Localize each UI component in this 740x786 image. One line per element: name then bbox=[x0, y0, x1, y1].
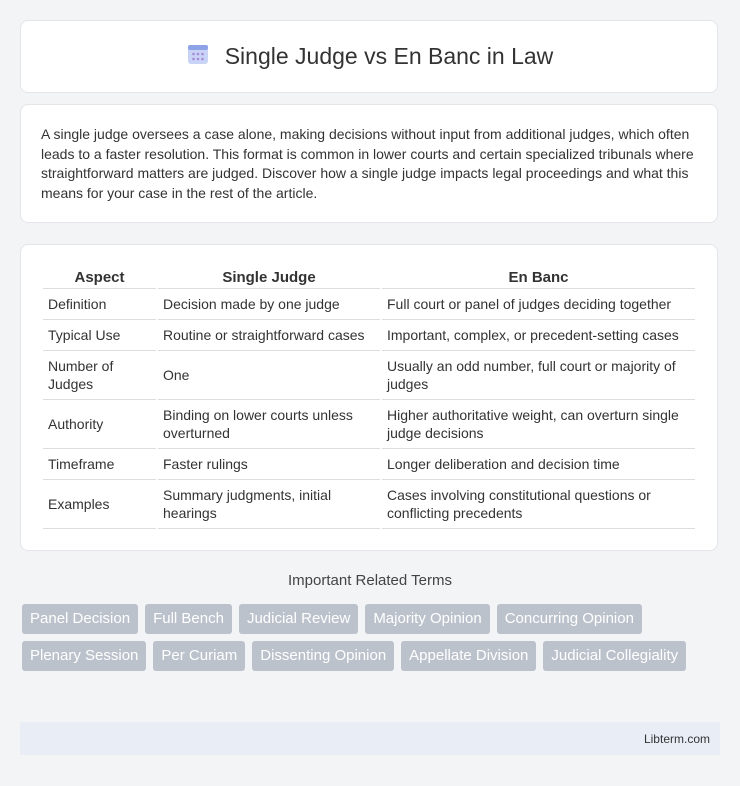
table-cell: Timeframe bbox=[43, 449, 156, 480]
comparison-table bbox=[41, 265, 697, 529]
column-header: En Banc bbox=[382, 265, 695, 289]
table-cell: Decision made by one judge bbox=[158, 289, 380, 320]
term-tag[interactable]: Plenary Session bbox=[22, 641, 146, 671]
comparison-card bbox=[20, 244, 718, 551]
term-tag[interactable]: Judicial Review bbox=[239, 604, 358, 634]
table-cell: Binding on lower courts unless overturned bbox=[158, 400, 380, 449]
page-title: Single Judge vs En Banc in Law bbox=[224, 43, 554, 69]
term-tag[interactable]: Per Curiam bbox=[153, 641, 245, 671]
table-cell: Important, complex, or precedent-setting cases bbox=[382, 320, 695, 351]
calendar-icon bbox=[185, 41, 211, 72]
table-cell: Summary judgments, initial hearings bbox=[158, 480, 380, 529]
table-cell: Definition bbox=[43, 289, 156, 320]
term-tag[interactable]: Majority Opinion bbox=[365, 604, 489, 634]
term-tag[interactable]: Appellate Division bbox=[401, 641, 536, 671]
related-terms-list bbox=[22, 604, 722, 671]
table-row bbox=[43, 351, 695, 400]
term-tag[interactable]: Judicial Collegiality bbox=[543, 641, 686, 671]
header-card bbox=[20, 20, 718, 93]
table-cell: Routine or straightforward cases bbox=[158, 320, 380, 351]
table-cell: Cases involving constitutional questions or conflicting precedents bbox=[382, 480, 695, 529]
related-terms-heading: Important Related Terms bbox=[288, 572, 452, 589]
term-tag[interactable]: Panel Decision bbox=[22, 604, 138, 634]
table-cell: Number of Judges bbox=[43, 351, 156, 400]
intro-card bbox=[20, 104, 718, 223]
table-cell: One bbox=[158, 351, 380, 400]
table-cell: Full court or panel of judges deciding together bbox=[382, 289, 695, 320]
table-cell: Longer deliberation and decision time bbox=[382, 449, 695, 480]
column-header: Aspect bbox=[43, 265, 156, 289]
term-tag[interactable]: Full Bench bbox=[145, 604, 232, 634]
term-tag[interactable]: Dissenting Opinion bbox=[252, 641, 394, 671]
intro-text: A single judge oversees a case alone, making decisions without input from additional judges, which often leads to a faster resolution. This format is common in lower courts and certain specialized tribunals where straightforward matters are judged. Discover how a single judge impacts legal proceedings and what this means for your case in the rest of the article. bbox=[41, 126, 694, 201]
table-cell: Examples bbox=[43, 480, 156, 529]
column-header: Single Judge bbox=[158, 265, 380, 289]
table-row bbox=[43, 480, 695, 529]
table-row bbox=[43, 320, 695, 351]
footer bbox=[20, 722, 720, 755]
table-row bbox=[43, 400, 695, 449]
table-cell: Faster rulings bbox=[158, 449, 380, 480]
table-cell: Higher authoritative weight, can overturn single judge decisions bbox=[382, 400, 695, 449]
footer-site-link[interactable]: Libterm.com bbox=[643, 731, 710, 746]
table-row bbox=[43, 289, 695, 320]
table-cell: Usually an odd number, full court or majority of judges bbox=[382, 351, 695, 400]
term-tag[interactable]: Concurring Opinion bbox=[497, 604, 642, 634]
table-cell: Typical Use bbox=[43, 320, 156, 351]
table-header-row bbox=[43, 265, 695, 289]
table-row bbox=[43, 449, 695, 480]
table-cell: Authority bbox=[43, 400, 156, 449]
